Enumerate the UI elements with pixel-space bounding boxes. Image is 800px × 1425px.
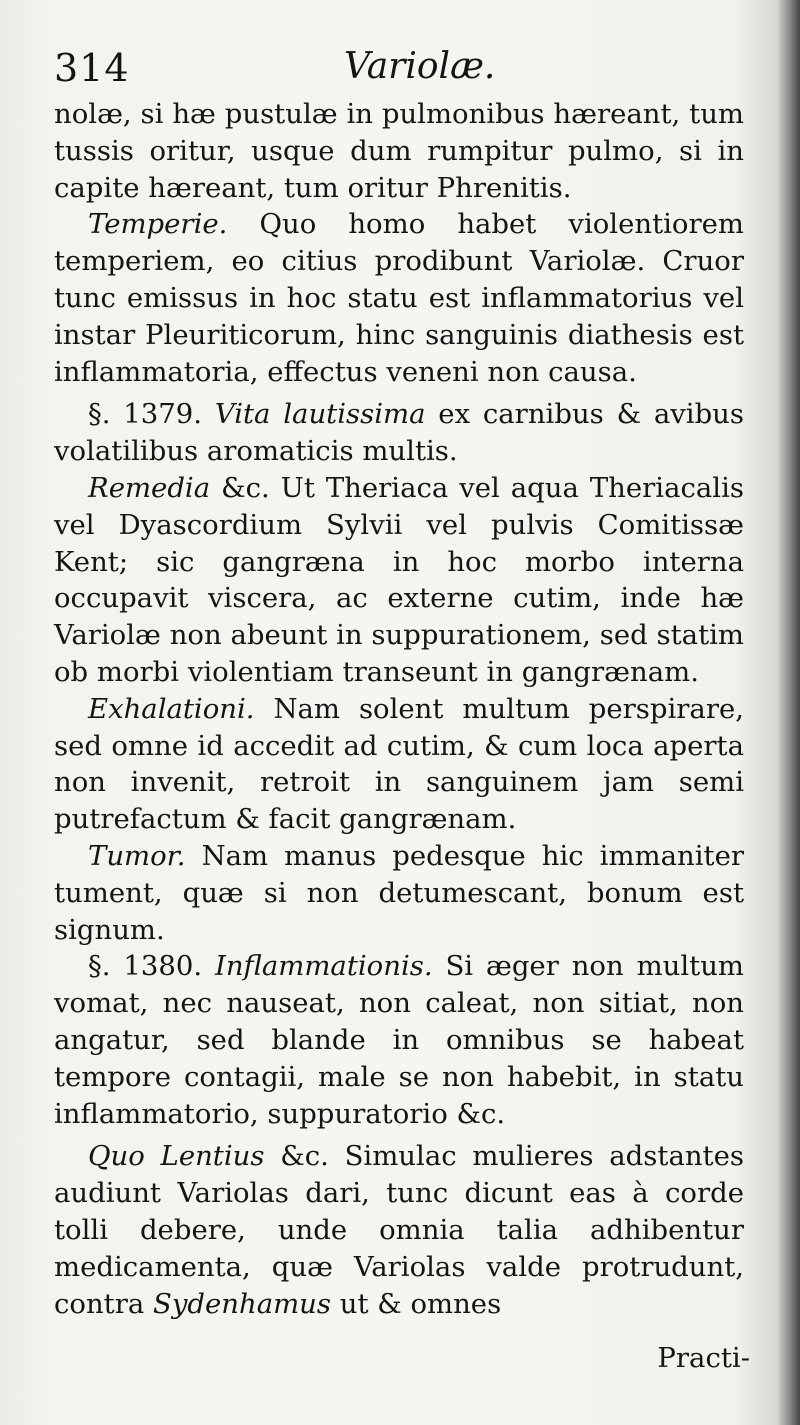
page-header	[54, 46, 744, 96]
paragraph-term: Temperie.	[88, 208, 228, 241]
paragraph-term: Exhalationi.	[88, 692, 255, 725]
paragraph-section-1379	[54, 396, 744, 470]
running-title: Variolæ.	[344, 46, 496, 87]
paragraph-text-tail: ut & omnes	[331, 1287, 502, 1320]
paragraph-section-1380	[54, 948, 744, 1132]
paragraph-text: Nam manus pedesque hic immaniter tument, quæ si non detumescant, bonum est signum.	[54, 839, 744, 946]
section-number: §. 1380.	[88, 950, 215, 983]
page-number: 314	[54, 46, 130, 90]
paragraph-term: Tumor.	[88, 839, 186, 872]
paragraph-term: Remedia	[88, 471, 211, 504]
paragraph-text: ex carnibus & avibus volatilibus aromaticis multis.	[54, 398, 744, 468]
paragraph-continuation	[54, 96, 744, 206]
section-number: §. 1379.	[88, 398, 215, 431]
paragraph-term: Vita lautissima	[214, 398, 426, 431]
paragraph-term: Inflammationis.	[214, 950, 433, 983]
paragraph-remedia	[54, 470, 744, 691]
paragraph-exhalationi	[54, 691, 744, 838]
paragraph-text: Si æger non multum vomat, nec nauseat, non caleat, non sitiat, non angatur, sed blande in omnibus se habeat tempore contagii, male se non habebit, in statu inflammatorio, suppuratorio &c.	[54, 950, 744, 1130]
catchword: Practi-	[657, 1342, 750, 1374]
page-edge-shadow	[778, 0, 800, 1425]
text-body	[54, 96, 744, 1322]
paragraph-text: &c. Ut Theriaca vel aqua Theriacalis vel Dyascordium Sylvii vel pulvis Comitissæ Kent; sic gangræna in hoc morbo interna occupavit viscera, ac externe cutim, inde hæ Variolæ non abeunt in suppurationem, sed statim ob morbi violentiam transeunt in gangrænam.	[54, 471, 744, 688]
paragraph-term: Quo Lentius	[88, 1140, 265, 1173]
paragraph-text: Quo homo habet violentiorem temperiem, eo citius prodibunt Variolæ. Cruor tunc emissus in hoc statu est inflammatorius vel instar Pleuriticorum, hinc sanguinis diathesis est inflammatoria, effectus veneni non causa.	[54, 208, 744, 388]
paragraph-term-sydenhamus: Sydenhamus	[153, 1287, 331, 1320]
paragraph-text: &c. Simulac mulieres adstantes audiunt Variolas dari, tunc dicunt eas à corde tolli debere, unde omnia talia adhibentur medicamenta, quæ Variolas valde protrudunt, contra	[54, 1140, 744, 1320]
paragraph-tumor	[54, 838, 744, 948]
paragraph-text: nolæ, si hæ pustulæ in pulmonibus hæreant, tum tussis oritur, usque dum rumpitur pulmo, si in capite hæreant, tum oritur Phrenitis.	[54, 98, 744, 204]
paragraph-text: Nam solent multum perspirare, sed omne id accedit ad cutim, & cum loca aperta non invenit, retroit in sanguinem jam semi putrefactum & facit gangrænam.	[54, 692, 744, 836]
paragraph-temperie	[54, 206, 744, 390]
paragraph-quo-lentius	[54, 1138, 744, 1322]
